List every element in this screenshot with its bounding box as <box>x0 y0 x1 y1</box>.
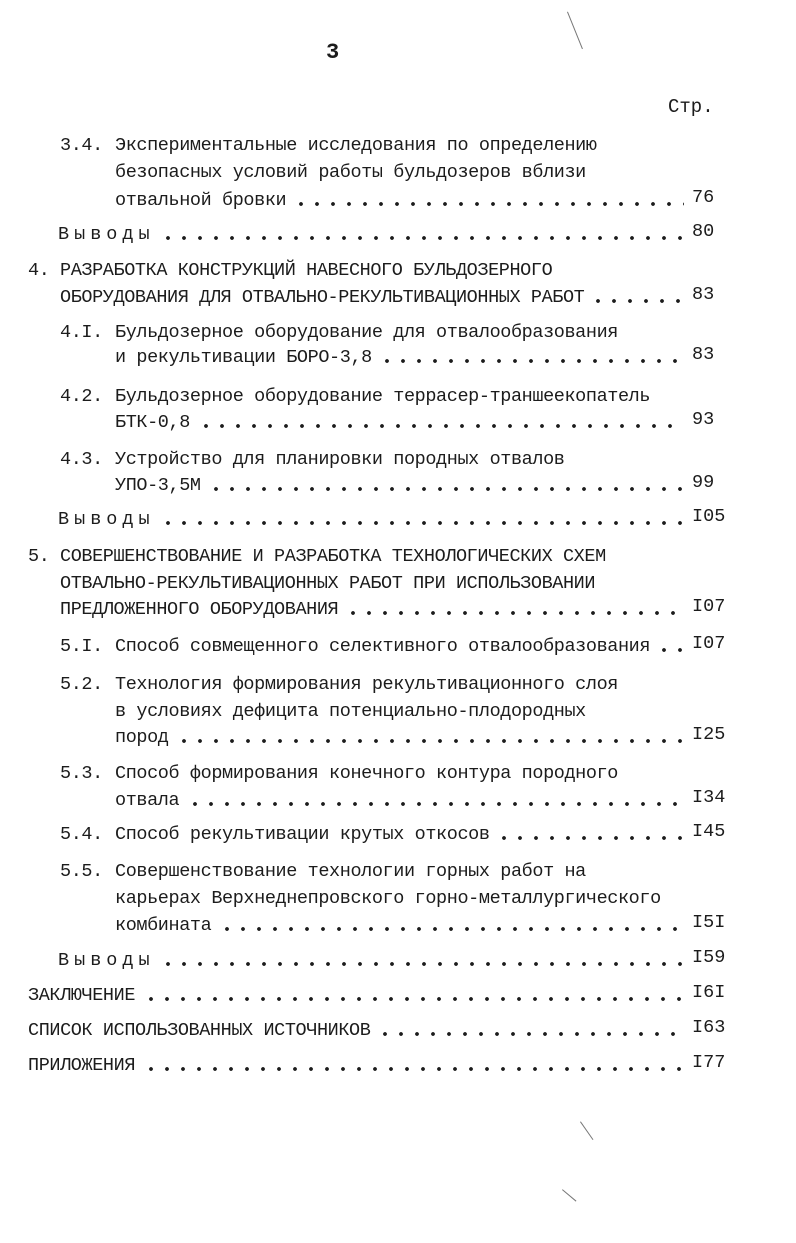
entry-number: 5.I. <box>60 636 103 657</box>
entry-title-line: Способ формирования конечного контура породного <box>115 763 618 784</box>
leader-dots <box>160 518 684 528</box>
leader-dots <box>379 356 684 366</box>
entry-title-line: в условиях дефицита потенциально-плодородных <box>115 701 586 722</box>
entry-page-number: 83 <box>692 284 715 305</box>
entry-page-number: I63 <box>692 1017 726 1038</box>
entry-title-line: Выводы <box>58 224 155 245</box>
leader-dots <box>160 959 684 969</box>
entry-title-line: Бульдозерное оборудование для отвалообразования <box>115 322 618 343</box>
entry-title-line: Технология формирования рекультивационного слоя <box>115 674 618 695</box>
entry-title-line: Экспериментальные исследования по определению <box>115 135 597 156</box>
entry-page-number: I34 <box>692 787 726 808</box>
entry-page-number: I6I <box>692 982 726 1003</box>
entry-page-number: 76 <box>692 187 715 208</box>
leader-dots <box>496 833 684 843</box>
entry-title-line: отвальной бровки <box>115 190 287 211</box>
leader-dots <box>176 736 684 746</box>
entry-number: 4.I. <box>60 322 103 343</box>
entry-title-line: УПО-3,5М <box>115 475 201 496</box>
entry-page-number: 99 <box>692 472 715 493</box>
entry-title-line: пород <box>115 727 169 748</box>
entry-title-line: комбината <box>115 915 212 936</box>
entry-number: 5.5. <box>60 861 103 882</box>
entry-page-number: 80 <box>692 221 715 242</box>
entry-title-line: ПРИЛОЖЕНИЯ <box>28 1055 136 1076</box>
leader-dots <box>345 608 684 618</box>
entry-title-line: Выводы <box>58 509 155 530</box>
entry-title-line: Совершенствование технологии горных работ на <box>115 861 586 882</box>
entry-number: 4. <box>28 260 50 281</box>
entry-page-number: I5I <box>692 912 726 933</box>
leader-dots <box>590 296 684 306</box>
entry-number: 4.2. <box>60 386 103 407</box>
entry-page-number: I45 <box>692 821 726 842</box>
entry-title-line: ПРЕДЛОЖЕННОГО ОБОРУДОВАНИЯ <box>60 599 339 620</box>
entry-page-number: I25 <box>692 724 726 745</box>
entry-title-line: безопасных условий работы бульдозеров вблизи <box>115 162 586 183</box>
scan-mark <box>567 12 583 49</box>
leader-dots <box>143 1064 685 1074</box>
entry-title-line: ЗАКЛЮЧЕНИЕ <box>28 985 136 1006</box>
entry-page-number: I77 <box>692 1052 726 1073</box>
entry-title-line: РАЗРАБОТКА КОНСТРУКЦИЙ НАВЕСНОГО БУЛЬДОЗЕРНОГО <box>60 260 553 281</box>
entry-number: 4.3. <box>60 449 103 470</box>
leader-dots <box>198 421 684 431</box>
entry-title-line: СОВЕРШЕНСТВОВАНИЕ И РАЗРАБОТКА ТЕХНОЛОГИЧЕСКИХ СХЕМ <box>60 546 606 567</box>
entry-number: 5.4. <box>60 824 103 845</box>
leader-dots <box>143 994 685 1004</box>
entry-title-line: Выводы <box>58 950 155 971</box>
entry-page-number: I07 <box>692 596 726 617</box>
entry-page-number: I05 <box>692 506 726 527</box>
leader-dots <box>219 924 684 934</box>
entry-title-line: Способ рекультивации крутых откосов <box>115 824 490 845</box>
entry-title-line: Способ совмещенного селективного отвалообразования <box>115 636 651 657</box>
entry-page-number: 93 <box>692 409 715 430</box>
scan-mark <box>562 1189 576 1201</box>
entry-number: 5.3. <box>60 763 103 784</box>
entry-page-number: 83 <box>692 344 715 365</box>
page-number: 3 <box>326 40 340 65</box>
entry-title-line: карьерах Верхнеднепровского горно-металлургического <box>115 888 661 909</box>
entry-title-line: Устройство для планировки породных отвалов <box>115 449 565 470</box>
leader-dots <box>208 484 684 494</box>
entry-number: 3.4. <box>60 135 103 156</box>
scan-mark <box>580 1121 593 1140</box>
page-column-header: Стр. <box>668 96 714 118</box>
entry-number: 5. <box>28 546 50 567</box>
entry-title-line: и рекультивации БОРО-3,8 <box>115 347 372 368</box>
entry-title-line: отвала <box>115 790 180 811</box>
entry-page-number: I59 <box>692 947 726 968</box>
entry-title-line: ОТВАЛЬНО-РЕКУЛЬТИВАЦИОННЫХ РАБОТ ПРИ ИСПОЛЬЗОВАНИИ <box>60 573 596 594</box>
entry-title-line: Бульдозерное оборудование террасер-траншеекопатель <box>115 386 651 407</box>
leader-dots <box>377 1029 684 1039</box>
leader-dots <box>293 199 684 209</box>
entry-number: 5.2. <box>60 674 103 695</box>
leader-dots <box>160 233 684 243</box>
leader-dots <box>187 799 684 809</box>
entry-title-line: СПИСОК ИСПОЛЬЗОВАННЫХ ИСТОЧНИКОВ <box>28 1020 371 1041</box>
leader-dots <box>656 645 685 655</box>
entry-title-line: ОБОРУДОВАНИЯ ДЛЯ ОТВАЛЬНО-РЕКУЛЬТИВАЦИОННЫХ РАБОТ <box>60 287 585 308</box>
entry-page-number: I07 <box>692 633 726 654</box>
entry-title-line: БТК-0,8 <box>115 412 190 433</box>
